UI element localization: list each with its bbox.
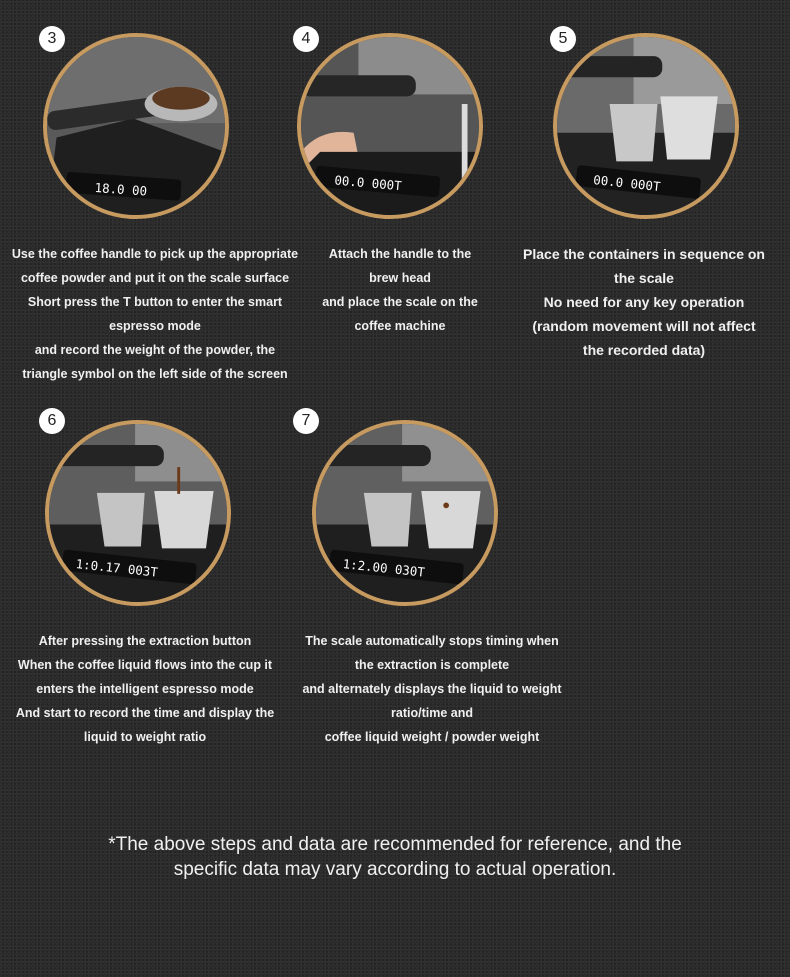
caption-line: And start to record the time and display the xyxy=(15,706,275,720)
caption-line: Attach the handle to the xyxy=(328,247,472,261)
caption-line: The scale automatically stops timing when xyxy=(305,634,559,648)
cups-on-scale-illustration xyxy=(557,37,735,215)
step-5-caption xyxy=(500,242,788,362)
caption-line: the scale xyxy=(614,270,674,286)
portafilter-scale-illustration xyxy=(47,37,225,215)
step-7-caption xyxy=(292,629,572,749)
extraction-complete-illustration xyxy=(316,424,494,602)
caption-line: coffee liquid weight / powder weight xyxy=(324,730,540,744)
caption-line: and record the weight of the powder, the xyxy=(34,343,276,357)
step-number-badge: 6 xyxy=(39,408,65,434)
scale-display-text: 18.0 00 xyxy=(94,179,148,199)
caption-line: triangle symbol on the left side of the screen xyxy=(22,367,288,381)
scale-display-text: 00.0 000T xyxy=(333,172,403,194)
caption-line: Use the coffee handle to pick up the appropriate xyxy=(11,247,299,261)
scale-display-text: 1:2.00 030T xyxy=(342,556,426,580)
step-number-badge: 4 xyxy=(293,26,319,52)
caption-line: Place the containers in sequence on xyxy=(523,246,765,262)
caption-line: ratio/time and xyxy=(391,706,473,720)
step-6-photo xyxy=(45,420,231,606)
caption-line: and place the scale on the xyxy=(322,295,478,309)
scale-display-text: 1:0.17 003T xyxy=(75,556,159,580)
caption-line: Short press the T button to enter the smart xyxy=(27,295,283,309)
footnote-line: specific data may vary according to actual operation. xyxy=(173,859,617,880)
step-5-photo xyxy=(553,33,739,219)
step-7-photo xyxy=(312,420,498,606)
caption-line: espresso mode xyxy=(109,319,201,333)
caption-line: When the coffee liquid flows into the cup it xyxy=(17,658,273,672)
footnote xyxy=(0,832,790,882)
caption-line: After pressing the extraction button xyxy=(38,634,252,648)
caption-line: coffee machine xyxy=(354,319,446,333)
step-3-photo xyxy=(43,33,229,219)
caption-line: coffee powder and put it on the scale surface xyxy=(20,271,290,285)
brew-head-scale-illustration xyxy=(301,37,479,215)
extraction-start-illustration xyxy=(49,424,227,602)
step-number-badge: 7 xyxy=(293,408,319,434)
step-4-photo xyxy=(297,33,483,219)
caption-line: the extraction is complete xyxy=(354,658,510,672)
step-4-caption xyxy=(300,242,500,338)
caption-line: and alternately displays the liquid to weight xyxy=(302,682,562,696)
scale-display-text: 00.0 000T xyxy=(592,172,662,194)
caption-line: brew head xyxy=(369,271,431,285)
caption-line: liquid to weight ratio xyxy=(83,730,207,744)
step-number-badge: 3 xyxy=(39,26,65,52)
step-3-caption xyxy=(0,242,310,386)
footnote-line: *The above steps and data are recommended for reference, and the xyxy=(108,834,682,855)
caption-line: the recorded data) xyxy=(582,342,706,358)
caption-line: (random movement will not affect xyxy=(532,318,756,334)
step-6-caption xyxy=(0,629,290,749)
step-number-badge: 5 xyxy=(550,26,576,52)
caption-line: enters the intelligent espresso mode xyxy=(36,682,254,696)
caption-line: No need for any key operation xyxy=(543,294,745,310)
